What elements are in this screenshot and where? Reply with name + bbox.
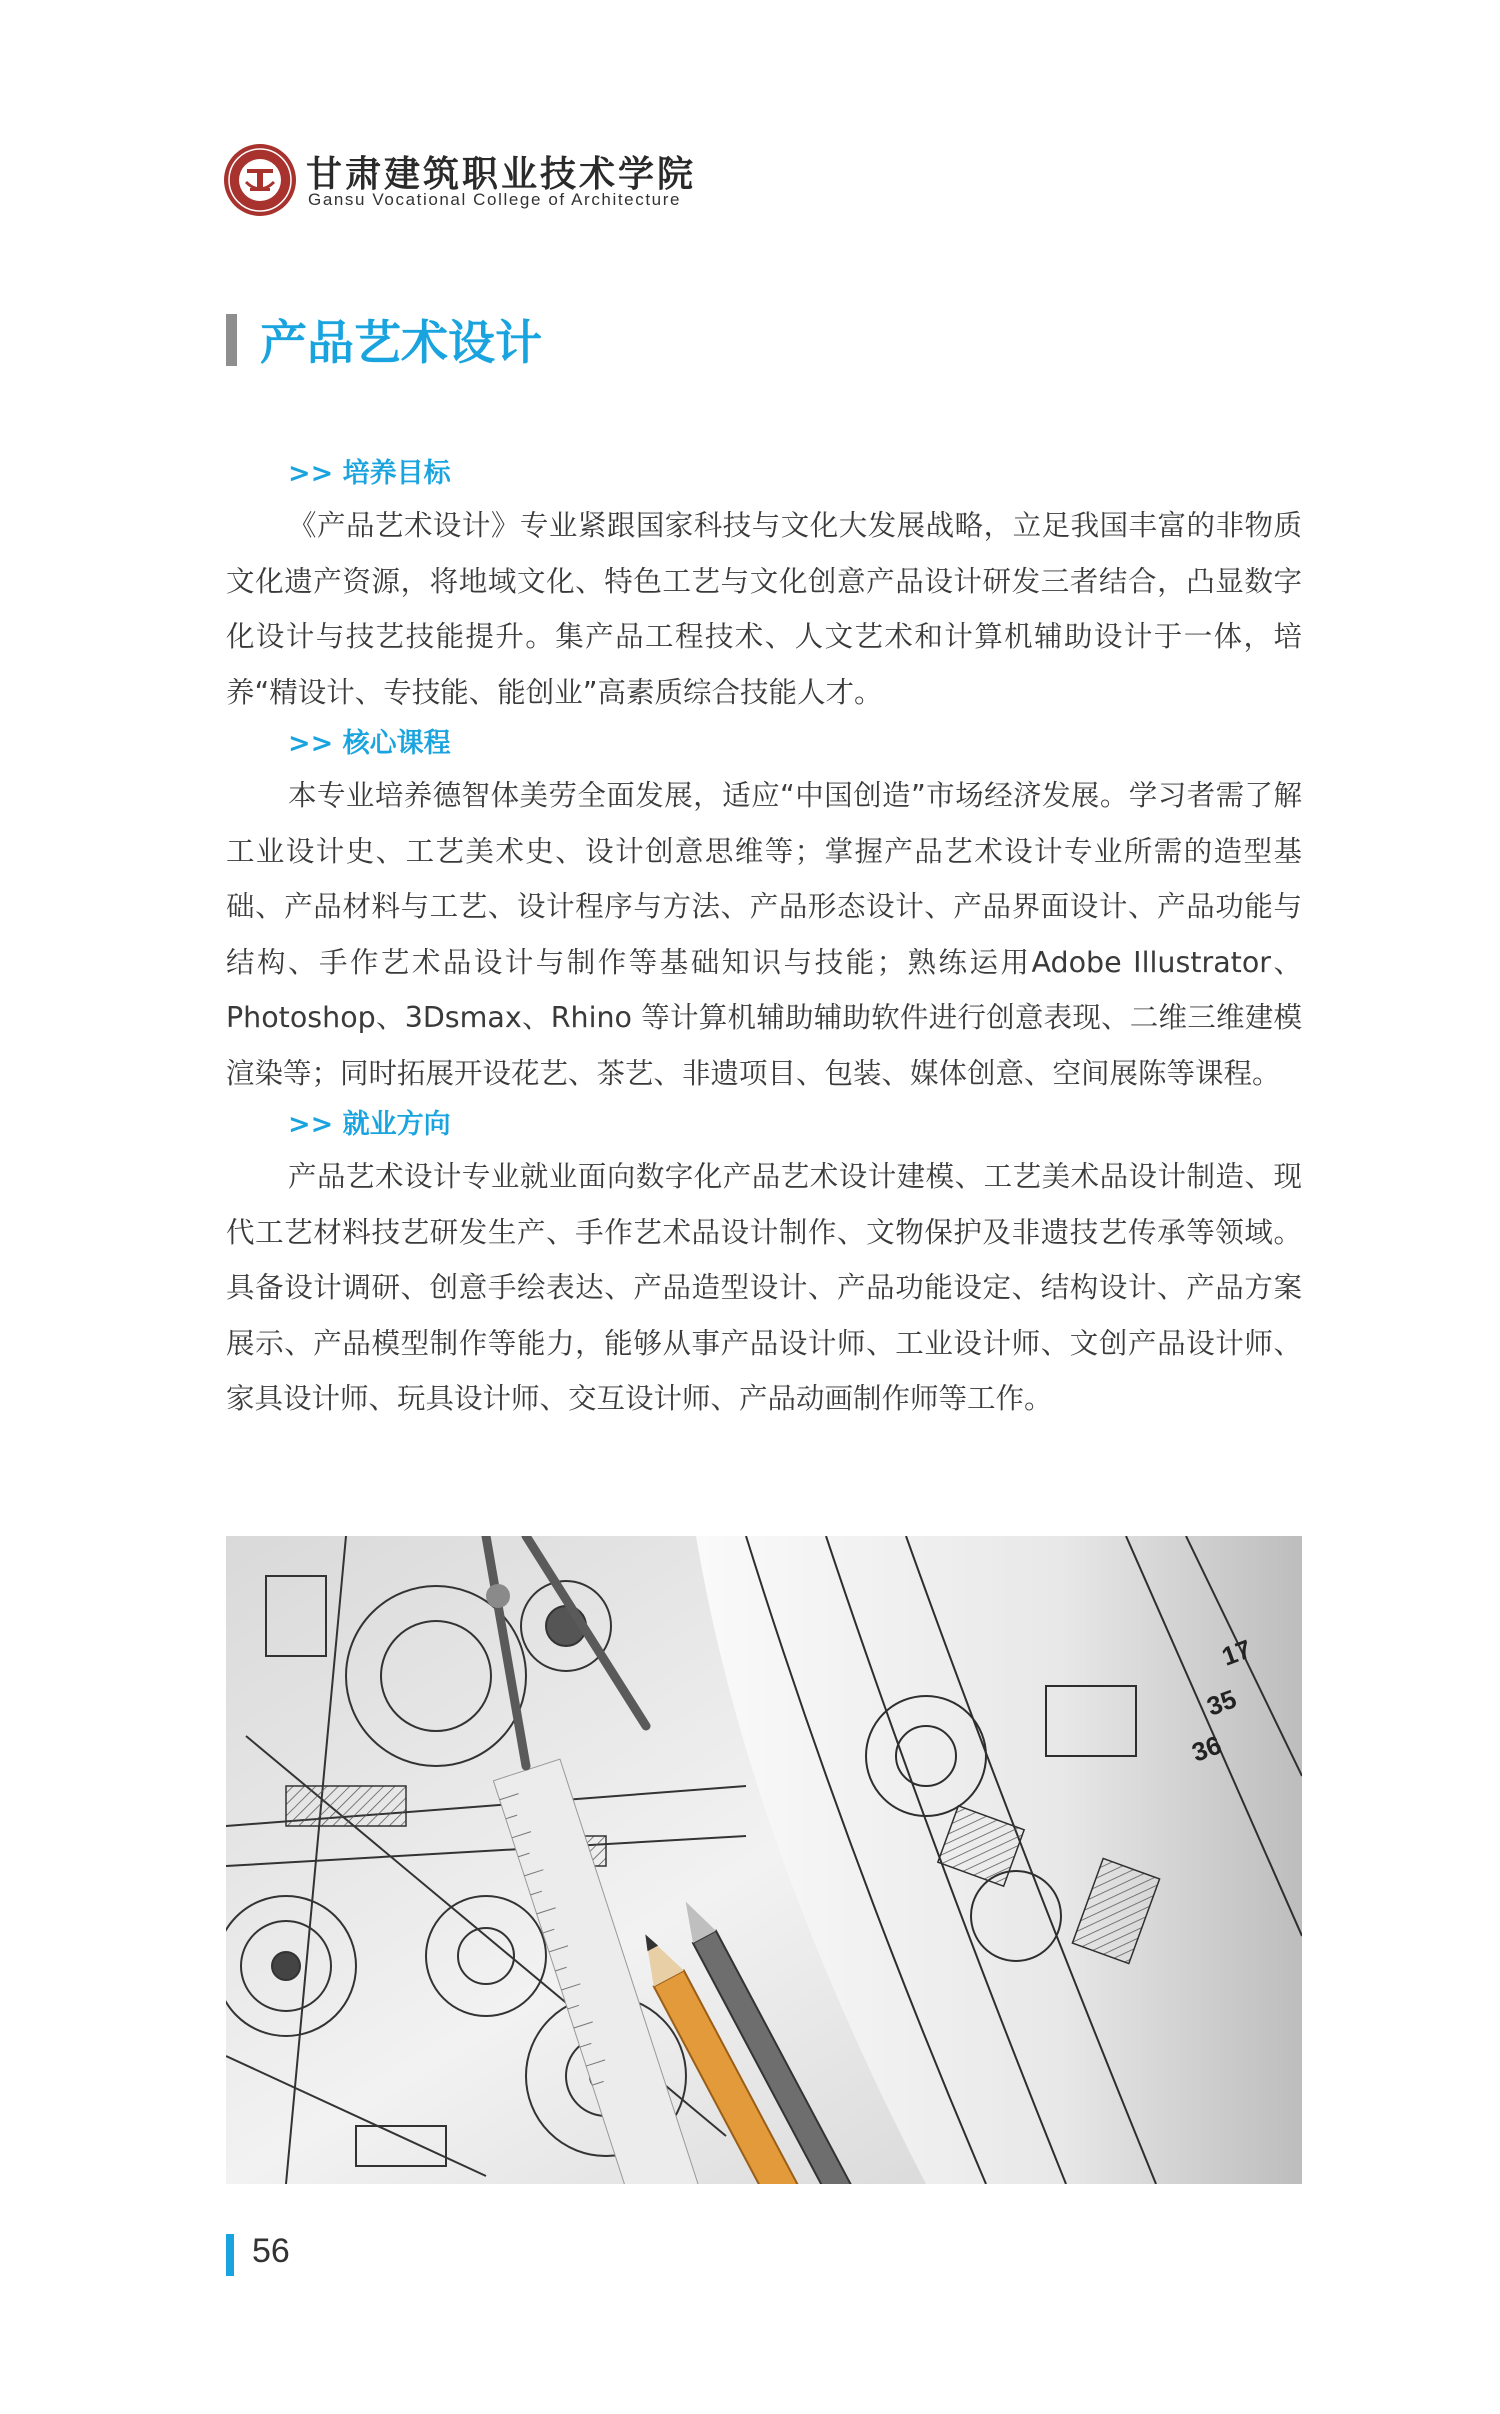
technical-drawing-photo bbox=[226, 1536, 1302, 2184]
college-name-cn: 甘肃建筑职业技术学院 bbox=[306, 153, 697, 195]
page-number-accent-bar bbox=[226, 2234, 234, 2276]
scale-label-35: 35 bbox=[1202, 1683, 1241, 1722]
section-heading-core-courses: >> 核心课程 bbox=[288, 728, 451, 759]
body-content bbox=[226, 450, 1302, 1427]
page-number: 56 bbox=[252, 2232, 290, 2270]
section-heading-training-goal: >> 培养目标 bbox=[288, 458, 451, 489]
college-logo bbox=[222, 142, 742, 218]
page-title: 产品艺术设计 bbox=[260, 316, 542, 371]
section-text-training-goal: 《产品艺术设计》专业紧跟国家科技与文化大发展战略，立足我国丰富的非物质文化遗产资源，将地域文化、特色工艺与文化创意产品设计研发三者结合，凸显数字化设计与技艺技能提升。集产品工程技术、人文艺术和计算机辅助设计于一体，培养“精设计、专技能、能创业”高素质综合技能人才。 bbox=[226, 509, 1302, 709]
section-text-core-courses: 本专业培养德智体美劳全面发展，适应“中国创造”市场经济发展。学习者需了解工业设计史、工艺美术史、设计创意思维等；掌握产品艺术设计专业所需的造型基础、产品材料与工艺、设计程序与方法、产品形态设计、产品界面设计、产品功能与结构、手作艺术品设计与制作等基础知识与技能；熟练运用Adobe Illustrator、Photoshop、3Dsmax、Rhino 等计算机辅助辅助软件进行创意表现、二维三维建模渲染等；同时拓展开设花艺、茶艺、非遗项目、包装、媒体创意、空间展陈等课程。 bbox=[226, 779, 1302, 1090]
scale-label-36: 36 bbox=[1187, 1729, 1226, 1768]
title-accent-bar bbox=[226, 314, 237, 366]
section-text-employment: 产品艺术设计专业就业面向数字化产品艺术设计建模、工艺美术品设计制造、现代工艺材料技艺研发生产、手作艺术品设计制作、文物保护及非遗技艺传承等领域。具备设计调研、创意手绘表达、产品造型设计、产品功能设定、结构设计、产品方案展示、产品模型制作等能力，能够从事产品设计师、工业设计师、文创产品设计师、家具设计师、玩具设计师、交互设计师、产品动画制作师等工作。 bbox=[226, 1160, 1302, 1415]
section-heading-employment: >> 就业方向 bbox=[288, 1109, 451, 1140]
college-seal-icon bbox=[222, 142, 298, 218]
college-name-en: Gansu Vocational College of Architecture bbox=[308, 190, 682, 209]
scale-label-17: 17 bbox=[1217, 1633, 1256, 1672]
